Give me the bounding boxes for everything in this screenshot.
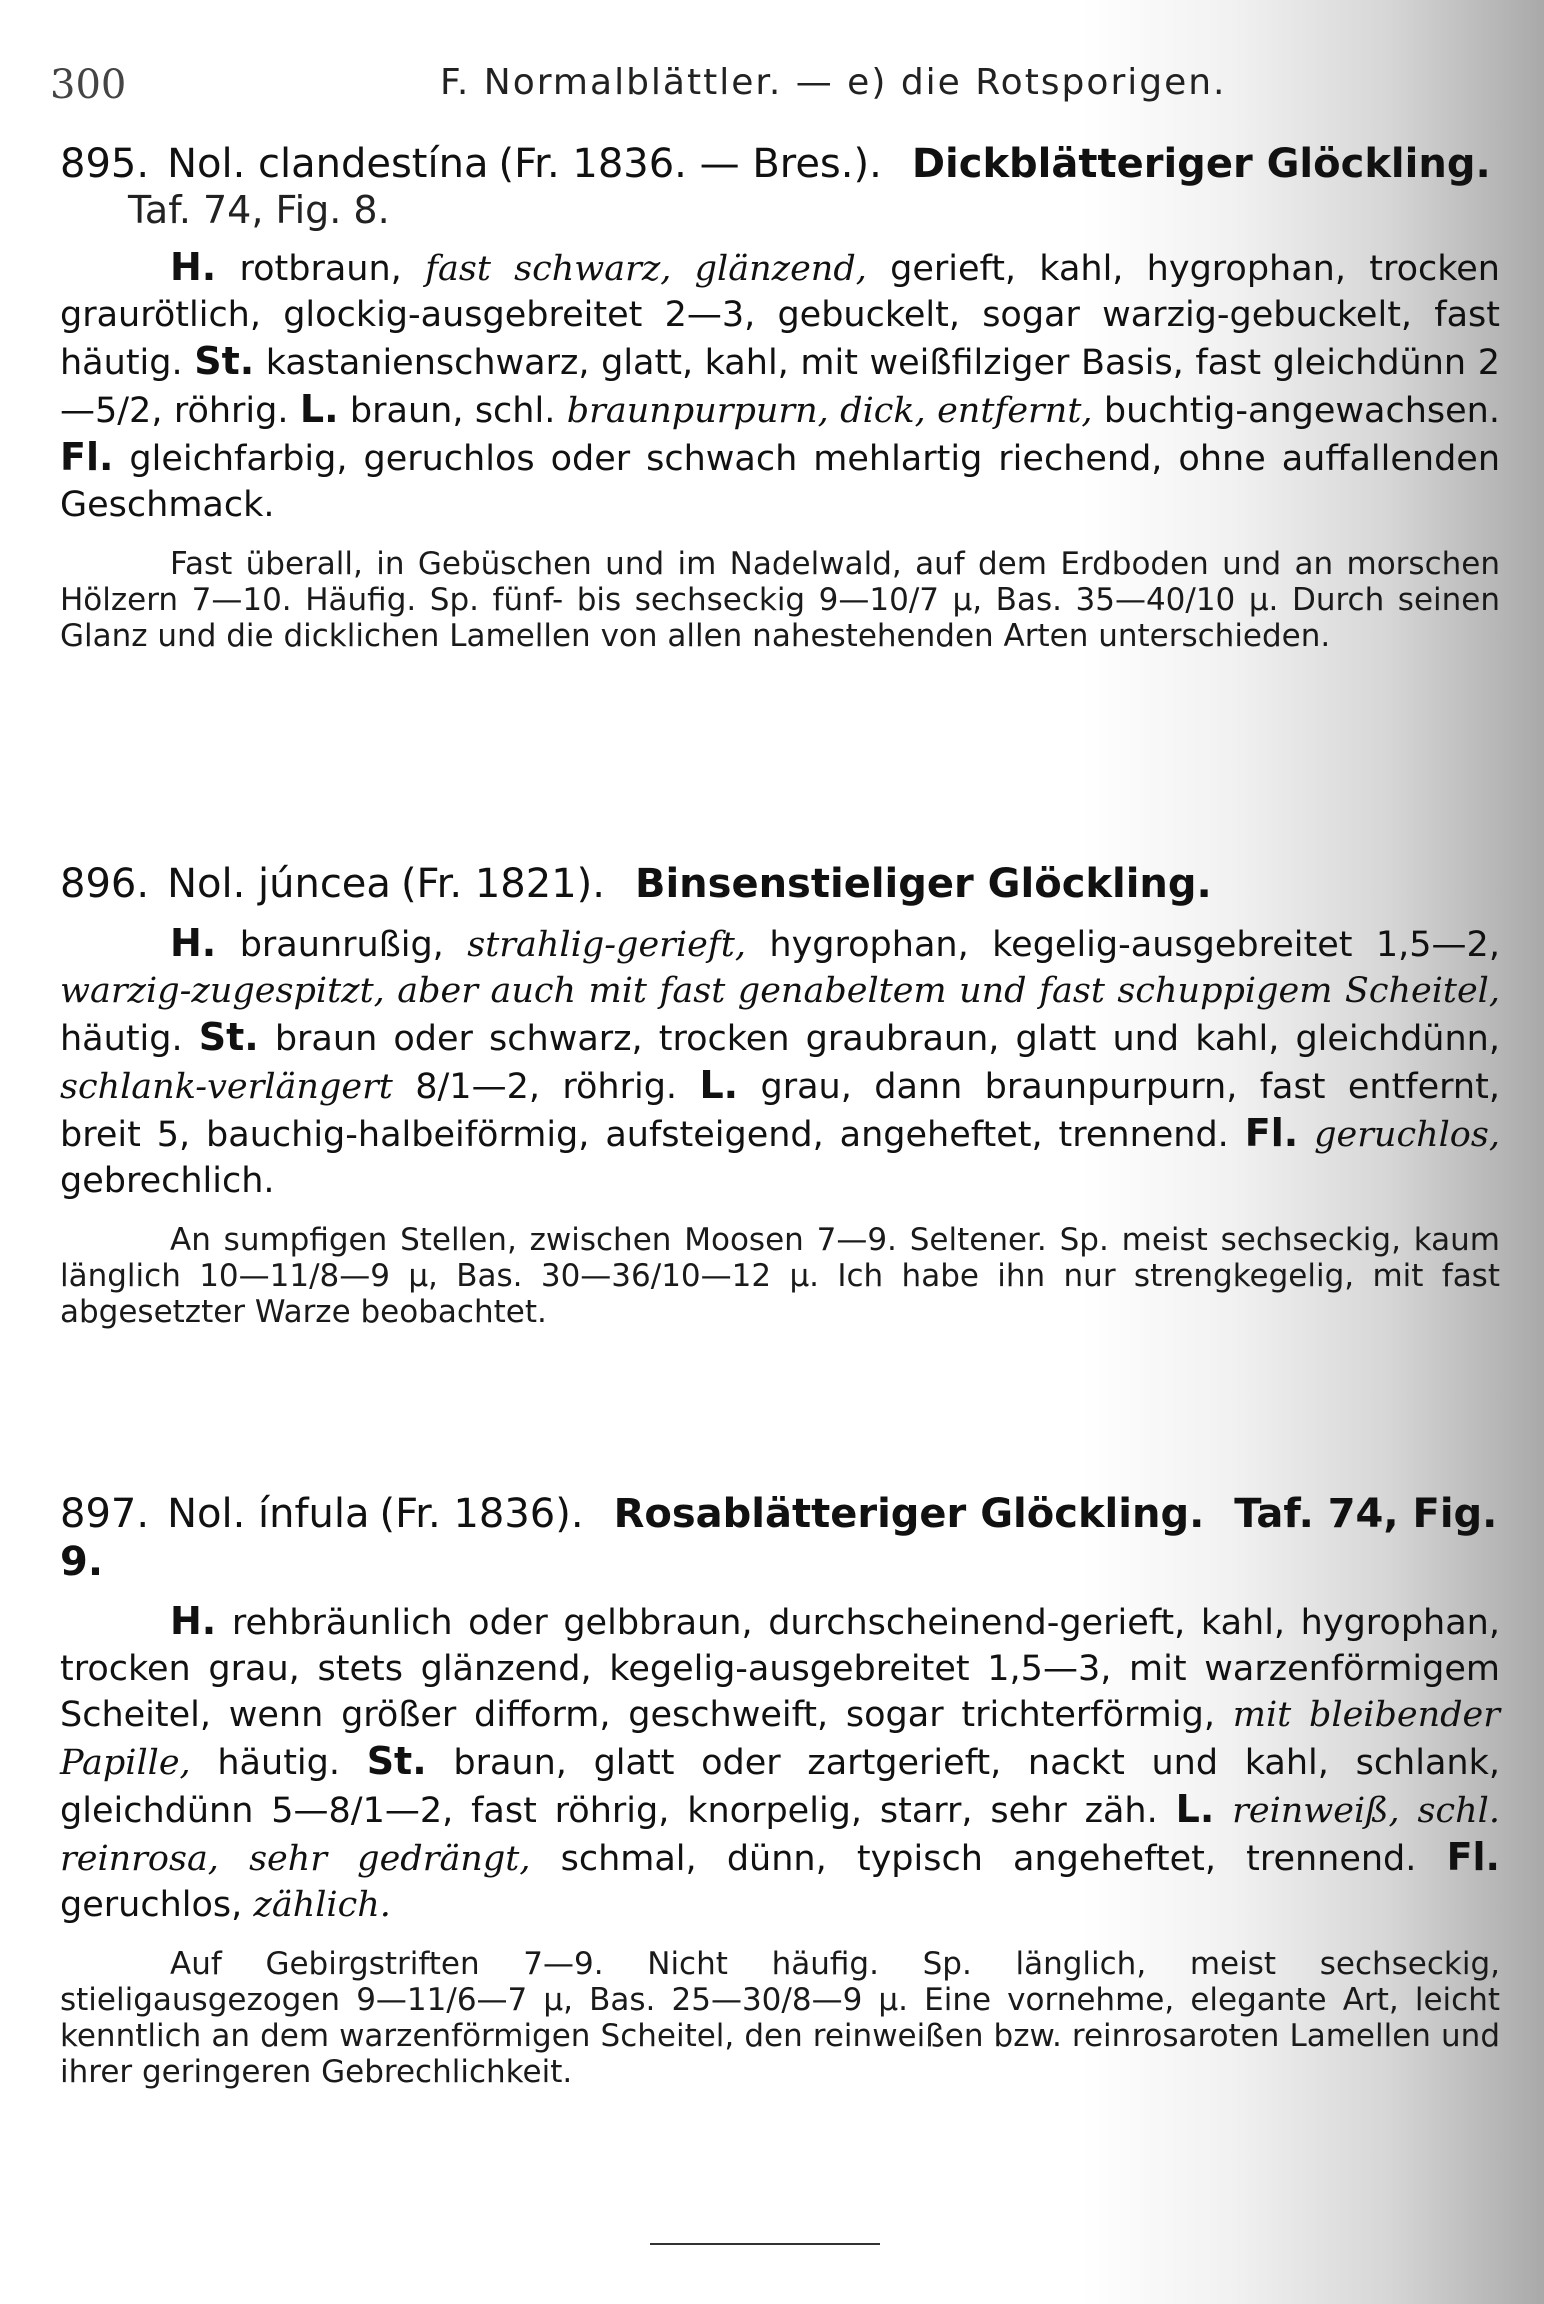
desc-italic: strahlig-gerieft,	[467, 925, 746, 965]
desc-text: hygrophan, kegelig-ausgebreitet 1,5—2,	[769, 925, 1500, 965]
habitat-note: Fast überall, in Gebüschen und im Nadelwald, auf dem Erdboden und an morschen Hölzern 7—10. Häufig. Sp. fünf- bis sechseckig 9—10/7 μ, Bas. 35—40/10 μ. Durch seinen Glanz und die dicklichen Lamellen von allen nahestehenden Arten unterschieden.	[60, 546, 1500, 654]
common-name: Dickblätteriger Glöckling.	[911, 141, 1491, 187]
desc-text: braunrußig,	[239, 925, 444, 965]
desc-text: gebrechlich.	[60, 1161, 275, 1201]
desc-text: rotbraun,	[239, 249, 402, 289]
desc-text: braun, glatt oder zartgerieft, nackt und kahl, schlank, gleichdünn 5—8/1—2, fast röhrig, knorpelig, starr, sehr zäh.	[60, 1743, 1500, 1831]
plate-reference: Taf. 74, Fig. 9.	[60, 1491, 1498, 1585]
desc-text: gleichfarbig, geruchlos oder schwach mehlartig riechend, ohne auffallenden Geschmack.	[60, 439, 1500, 525]
desc-italic: schlank-verlängert	[60, 1067, 393, 1107]
description	[60, 1598, 1500, 1928]
desc-text: geruchlos,	[60, 1885, 243, 1925]
desc-italic: fast schwarz, glänzend,	[425, 249, 867, 289]
desc-text: buchtig-angewachsen.	[1103, 391, 1500, 431]
gills-key: L.	[1175, 1787, 1215, 1831]
habitat-note: Auf Gebirgstriften 7—9. Nicht häufig. Sp. länglich, meist sechseckig, stieligausgezogen 9—11/6—7 μ, Bas. 25—30/8—9 μ. Eine vornehme, elegante Art, leicht kenntlich an dem warzenförmigen Scheitel, den reinweißen bzw. reinrosaroten Lamellen und ihrer geringeren Gebrechlichkeit.	[60, 1946, 1500, 2090]
authority: (Fr. 1836).	[379, 1491, 584, 1537]
species-entry-897	[60, 1490, 1500, 2090]
desc-italic: geruchlos,	[1314, 1115, 1500, 1155]
flesh-key: Fl.	[60, 435, 114, 479]
desc-text: kastanienschwarz, glatt, kahl, mit weißfilziger Basis, fast gleichdünn 2—5/2, röhrig.	[60, 343, 1500, 431]
common-name: Binsenstieliger Glöckling.	[634, 861, 1212, 907]
desc-italic: zählich.	[253, 1885, 391, 1925]
entry-title	[60, 1490, 1500, 1586]
authority: (Fr. 1821).	[400, 861, 605, 907]
desc-text: schmal, dünn, typisch angeheftet, trennend.	[560, 1839, 1417, 1879]
desc-text: 8/1—2, röhrig.	[415, 1067, 678, 1107]
entry-title	[60, 860, 1500, 908]
authority: (Fr. 1836. — Bres.).	[498, 141, 882, 187]
desc-text: gerieft, kahl, hygrophan, trocken graurötlich, glockig-ausgebreitet 2—3, gebuckelt, sogar warzig-gebuckelt, fast häutig.	[60, 249, 1500, 383]
entry-number: 896.	[60, 861, 150, 907]
end-rule-divider	[650, 2243, 880, 2245]
flesh-key: Fl.	[1244, 1111, 1299, 1155]
desc-text: grau, dann braunpurpurn, fast entfernt, breit 5, bauchig-halbeiförmig, aufsteigend, angeheftet, trennend.	[60, 1067, 1500, 1155]
stem-key: St.	[194, 339, 255, 383]
desc-text: braun oder schwarz, trocken graubraun, glatt und kahl, gleichdünn,	[274, 1019, 1500, 1059]
running-title: F. Normalblättler. — e) die Rotsporigen.	[440, 62, 1227, 103]
desc-italic: braunpurpurn, dick, entfernt,	[566, 391, 1093, 431]
plate-reference: Taf. 74, Fig. 8.	[128, 188, 390, 232]
binomial-name: Nol. júncea	[167, 861, 391, 907]
gills-key: L.	[699, 1063, 739, 1107]
flesh-key: Fl.	[1446, 1835, 1500, 1879]
species-entry-896	[60, 860, 1500, 1330]
binomial-name: Nol. clandestína	[167, 141, 489, 187]
hat-key: H.	[170, 921, 217, 965]
page-header	[50, 62, 1470, 122]
desc-text: häutig.	[217, 1743, 340, 1783]
desc-text: häutig.	[60, 1019, 183, 1059]
common-name: Rosablätteriger Glöckling.	[613, 1491, 1205, 1537]
desc-text: braun, schl.	[349, 391, 556, 431]
hat-key: H.	[170, 245, 217, 289]
desc-italic: warzig-zugespitzt, aber auch mit fast genabeltem und fast schuppigem Scheitel,	[60, 971, 1500, 1011]
desc-text: rehbräunlich oder gelbbraun, durchscheinend-gerieft, kahl, hygrophan, trocken grau, stets glänzend, kegelig-ausgebreitet 1,5—3, mit warzenförmigem Scheitel, wenn größer difform, geschweift, sogar trichterförmig,	[60, 1603, 1500, 1735]
entry-number: 897.	[60, 1491, 150, 1537]
species-entry-895	[60, 140, 1500, 654]
description	[60, 920, 1500, 1204]
entry-title	[60, 140, 1500, 188]
binomial-name: Nol. ínfula	[167, 1491, 370, 1537]
gills-key: L.	[299, 387, 339, 431]
desc-italic: reinweiß, schl. reinrosa, sehr gedrängt,	[60, 1791, 1500, 1879]
entry-number: 895.	[60, 141, 150, 187]
habitat-note: An sumpfigen Stellen, zwischen Moosen 7—9. Seltener. Sp. meist sechseckig, kaum länglich 10—11/8—9 μ, Bas. 30—36/10—12 μ. Ich habe ihn nur strengkegelig, mit fast abgesetzter Warze beobachtet.	[60, 1222, 1500, 1330]
stem-key: St.	[366, 1739, 427, 1783]
stem-key: St.	[198, 1015, 259, 1059]
description	[60, 244, 1500, 528]
desc-italic: mit bleibender Papille,	[60, 1695, 1500, 1783]
hat-key: H.	[170, 1599, 217, 1643]
page-number: 300	[50, 62, 127, 108]
